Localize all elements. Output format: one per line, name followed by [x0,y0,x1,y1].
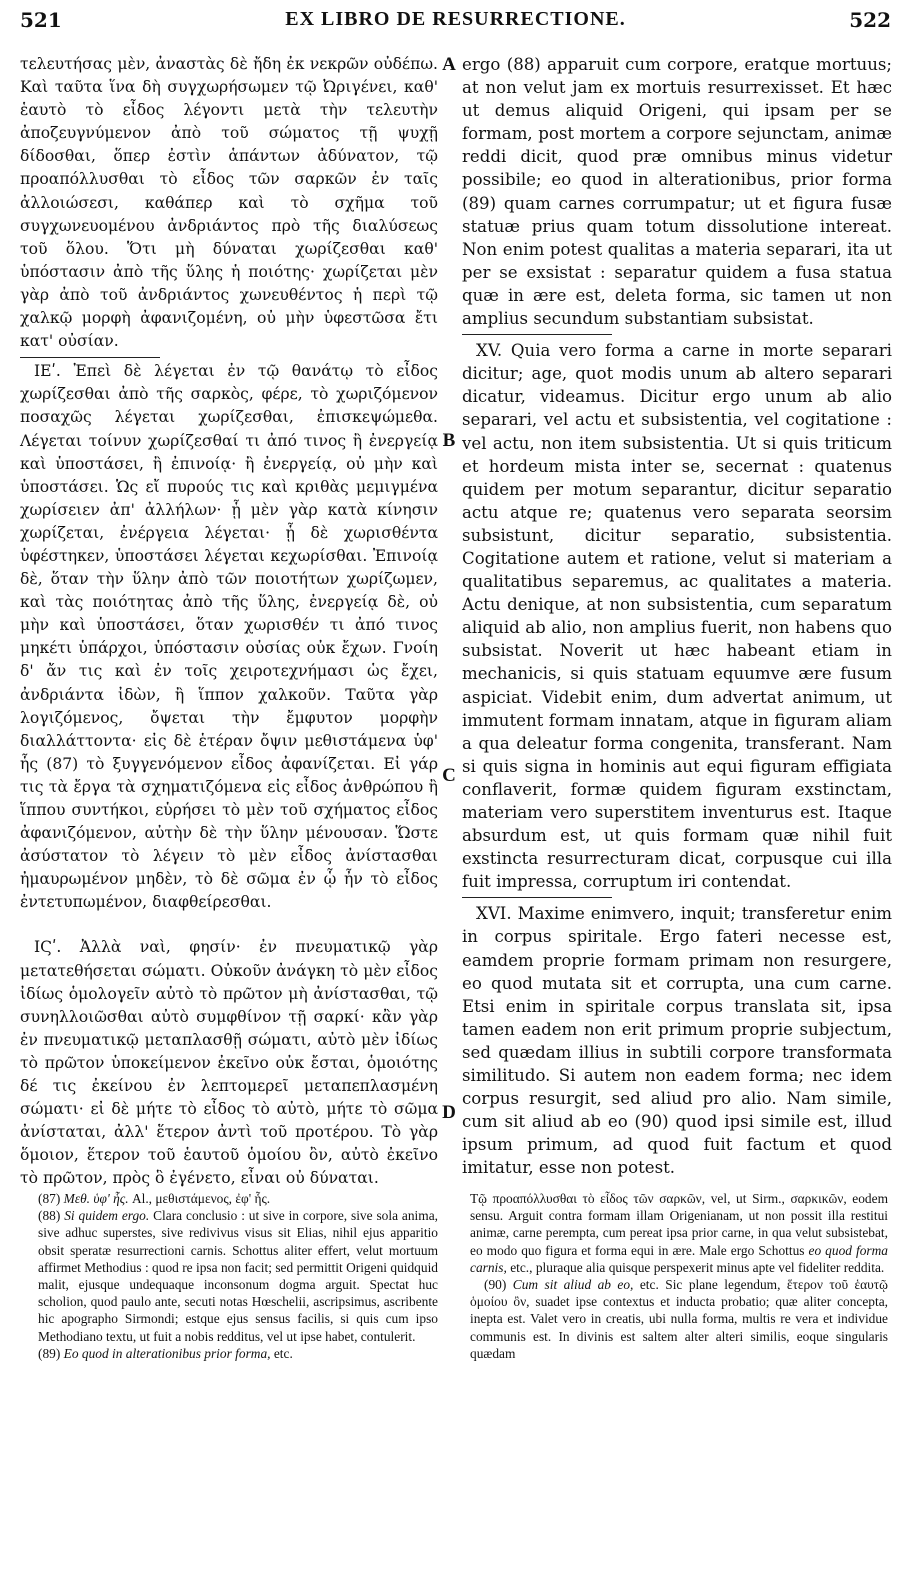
page-header [0,8,911,38]
footnotes-right [470,1190,888,1362]
footnote-89-text: etc. [273,1345,293,1361]
page-number-left: 521 [20,8,62,32]
footnote-89-continued-tail: etc., pluraque alia quisque perspexerit minus apte vel fideliter reddita. [510,1259,885,1275]
footnote-88-label: (88) [38,1208,61,1224]
margin-letter-c: C [442,765,456,786]
greek-paragraph-1: τελευτήσας μὲν, ἀναστὰς δὲ ἤδη ἐκ νεκρῶν οὐδέπω. Καὶ ταῦτα ἵνα δὴ συγχωρήσωμεν τῷ Ὠριγένει, καθ' ἑαυτὸ τὸ εἶδος λέγοντι μετὰ τὴν τελευτὴν ἀποζευγνύμενον ἀπὸ τοῦ σώματος τῇ ψυχῇ δίδοσθαι, ὅπερ ἐστὶν ἁπάντων ἀδύνατον, τῷ προαπόλλυσθαι τὸ εἶδος τῶν σαρκῶν ἐν ταῖς ἀλλοιώσεσι, καθάπερ καὶ τὸ σχῆμα τοῦ συγχωνευομένου ἀνδριάντος πρὸ τῆς διαλύσεως τοῦ ὅλου. Ὅτι μὴ δύναται χωρίζεσθαι καθ' ὑπόστασιν ἀπὸ τῆς ὕλης ἡ ποιότης· χωρίζεται μὲν γὰρ ἀπὸ τοῦ ἀνδριάντος χωνευθέντος ἡ περὶ τῷ χαλκῷ μορφὴ ἀφανιζομένη, οὐ μὴν ὑφεστῶσα ἔτι κατ' οὐσίαν. [20,55,438,351]
latin-column [462,53,892,1180]
footnote-89 [38,1345,438,1362]
footnote-89-continued [470,1190,888,1276]
greek-column [20,53,438,1191]
latin-paragraph-3: XVI. Maxime enimvero, inquit; transferetur enim in corpus spiritale. Ergo fateri necesse est, eamdem proprie formam primam non resurgere, eo quod mutata sit et corrupta, una cum carne. Etsi enim in spiritale corpus translata sit, ipsa tamen eadem non erit primum proprie subjectum, sed quædam illius in subtili corpore transformata similitudo. Si autem non eadem forma; nec idem corpus resurgit, sed aliud pro alio. Nam simile, cum sit aliud ab eo (90) quod ipsi simile est, illud ipsum primum, ad quod fuit factum et quod imitatur, esse non potest. [462,904,892,1178]
footnote-90-label: (90) [484,1277,507,1293]
latin-divider-2 [462,897,612,898]
footnote-89-lemma: Eo quod in alterationibus prior forma, [63,1345,271,1361]
footnote-89-continued-text: Τῷ προαπόλλυσθαι τὸ εἶδος τῶν σαρκῶν, vel, ut Sirm., σαρκικῶν, eodem sensu. Arguit contra formam illam Origenianam, ut non possit illa restitui animæ, carne perempta, cum pereat ipsa prior carne, in qua velut subsistebat, eo modo quo figura et forma equi in ære. Male ergo Schottus [470,1191,888,1258]
footnote-87-lemma: Μεθ. ὑφ' ἧς. [63,1191,129,1206]
footnote-90-text: etc. Sic plane legendum, ἕτερον τοῦ ἑαυτῷ ὁμοίου ὂν, suadet ipse contextus et inducta probatio; quæ aliter concepta, inepta est. Valet vero in creatis, ubi nulla forma, multis re vera et individue communis est. In divinis est saltem alter alteri similis, eoque singularis quædam [470,1277,888,1361]
footnote-90-lemma: Cum sit aliud ab eo, [512,1277,634,1293]
running-title: EX LIBRO DE RESURRECTIONE. [285,8,626,30]
footnote-87-text: Al., μεθιστάμενος, ἐφ' ἧς. [131,1191,271,1206]
latin-paragraph-2: XV. Quia vero forma a carne in morte separari dicitur; age, quot modis unum ab altero separari dicatur, videamus. Dicitur ergo unum ab alio separari, vel actu et subsistentia, vel cogitatione : vel actu, non item subsistentia. Ut si quis triticum et hordeum mista inter se, secernat : quatenus quidem per motum separantur, dicitur separatio actu atque re; quatenus vero separata seorsim subsistunt, dicitur separatio, subsistentia. Cogitatione autem et ratione, velut si materiam a qualitatibus separemus, ac qualitates a materia. Actu denique, at non subsistentia, cum separatum aliquid ab alio, non amplius fuerit, non habens quo subsistat. Noverit ut hæc habeant etiam in mechanicis, si quis statuam equumve ære fusum aspiciat. Videbit enim, dum advertat animum, ut immutent formam innatam, atque in figuram aliam a qua deleatur forma congenita, transferant. Nam si quis signa in hominis aut equi figuram effigiata conflaverit, formæ quidem figuram exstinctam, materiam vero superstitem inventurus est. Itaque absurdum est, ut quis formam quæ nihil fuit exstincta resurrecturam dicat, corpusque cui illa fuit impressa, corruptum iri contendat. [462,341,892,892]
greek-paragraph-3: ΙϚʹ. Ἀλλὰ ναὶ, φησίν· ἐν πνευματικῷ γὰρ μετατεθήσεται σώματι. Οὐκοῦν ἀνάγκη τὸ μὲν εἶδος ἰδίως ὁμολογεῖν αὐτὸ τὸ πρῶτον μὴ ἀνίστασθαι, τῷ συνηλλοιῶσθαι αὐτὸ συμφθίνον τῇ σαρκί· κἂν γὰρ ἐν πνευματικῷ μεταπλασθῇ σώματι, αὐτὸ μὲν ἰδίως τὸ πρῶτον ὑποκείμενον ἐκεῖνο οὐκ ἔσται, ὁμοιότης δέ τις ἐκείνου ἐν λεπτομερεῖ μεταπεπλασμένη σώματι· εἰ δὲ μήτε τὸ εἶδος τὸ αὐτὸ, μήτε τὸ σῶμα ἀνίσταται, ἀλλ' ἕτερον ἀντὶ τοῦ προτέρου. Τὸ γὰρ ὅμοιον, ἕτερον τοῦ ἑαυτοῦ ὁμοίου ὂν, αὐτὸ ἐκεῖνο τὸ πρῶτον, πρὸς ὃ ἐγένετο, εἶναι οὐ δύναται. [20,938,438,1188]
margin-letter-a: A [442,54,456,75]
footnote-88 [38,1207,438,1345]
latin-divider-1 [462,334,612,335]
greek-paragraph-2: ΙΕʹ. Ἐπεὶ δὲ λέγεται ἐν τῷ θανάτῳ τὸ εἶδος χωρίζεσθαι ἀπὸ τῆς σαρκὸς, φέρε, τὸ χωριζόμενον ποσαχῶς λέγεται χωρίζεσθαι, ἐπισκεψώμεθα. Λέγεται τοίνυν χωρίζεσθαί τι ἀπό τινος ἢ ἐνεργείᾳ καὶ ὑποστάσει, ἢ ἐπινοίᾳ· ἢ ἐνεργείᾳ, οὐ μὴν καὶ ὑποστάσει. Ὡς εἴ πυρούς τις καὶ κριθὰς μεμιγμένα χωρίσειεν ἀπ' ἀλλήλων· ᾗ μὲν γὰρ κατὰ κίνησιν χωρίζεται, ἐνέργεια λέγεται· ᾗ δὲ χωρισθέντα ὑφέστηκεν, ὑποστάσει λέγεται κεχωρίσθαι. Ἐπινοίᾳ δὲ, ὅταν τὴν ὕλην ἀπὸ τῶν ποιοτήτων χωρίζωμεν, καὶ τὰς ποιότητας ἀπὸ τῆς ὕλης, ἐνεργείᾳ δὲ, οὐ μὴν καὶ ὑποστάσει, ὅταν χωρισθέν τι ἀπό τινος μηκέτι ὑπάρχοι, ὑπόστασιν οὐσίας οὐκ ἔχων. Γνοίη δ' ἄν τις καὶ ἐν τοῖς χειροτεχνήμασι ὡς ἔχει, ἀνδριάντα ἰδὼν, ἢ ἵππον χαλκοῦν. Ταῦτα γὰρ λογιζόμενος, ὄψεται τὴν ἔμφυτον μορφὴν διαλλάττοντα· εἰς δὲ ἑτέραν ὄψιν μεθιστάμενα ὑφ' ἧς (87) τὸ ξυγγενόμενον εἶδος ἀφανίζεται. Εἰ γάρ τις τὰ ἔργα τὰ σχηματιζόμενα εἰς εἶδος ἀνθρώπου ἢ ἵππου συντήκοι, εὑρήσει τὸ μὲν τοῦ σχήματος εἶδος ἀφανιζόμενον, αὐτὴν δὲ τὴν ὕλην μένουσαν. Ὥστε ἀσύστατον τὸ λέγειν τὸ μὲν εἶδος ἀνίστασθαι ἠμαυρωμένον μηδὲν, τὸ δὲ σῶμα ἐν ᾧ ἦν τὸ εἶδος ἐντετυπωμένον, διαφθείρεσθαι. [20,362,438,912]
margin-letter-d: D [442,1102,456,1123]
footnote-87-label: (87) [38,1191,61,1206]
footnotes-left [38,1190,438,1362]
footnote-89-continued-lemma: eo quod forma carnis, [470,1242,888,1275]
latin-paragraph-1: ergo (88) apparuit cum corpore, eratque mortuus; at non velut jam ex mortuis resurrexisset. Et hæc ut demus aliquid Origeni, qui ipsam per se formam, post mortem a corpore sejunctam, animæ reddi dicit, quod præ omnibus minus videtur possibile; eo quod in alterationibus, prior forma (89) quam carnes corrumpatur; ut et figura fusæ statuæ prius quam totum dissolutione intereat. Non enim potest qualitas a materia separari, ita ut per se exsistat : separatur quidem a fusa statua quæ in ære est, deleta forma, sic tamen ut non amplius secundum substantiam subsistat. [462,55,892,329]
footnote-87 [38,1190,438,1207]
greek-divider-1 [20,357,160,358]
footnote-88-text: Clara conclusio : ut sive in corpore, sive sola anima, sive adhuc superstes, sive redivivus visus sit Elias, nihil ejus apparitio obsit speratæ resurrectioni carnis. Schottus aliter effert, velut mortuum affirmet Methodius : quod re ipsa non facit; sed permittit Origeni quidquid malit, ejusque undequaque inconsonum dogma arguit. Spectat huc scholion, quod paulo ante, secuti notas Hœschelii, ascripsimus, ascribente hic apographo Sirmondi; estque ejus sensus facilis, si quis cum ipso Methodiano textu, ut fuit a nobis redditus, vel ut ipse habet, contulerit. [38,1208,438,1344]
footnote-90 [470,1276,888,1362]
page-number-right: 522 [849,8,891,32]
margin-letter-b: B [442,430,456,451]
footnote-88-lemma: Si quidem ergo. [64,1208,150,1224]
footnote-89-label: (89) [38,1345,61,1361]
greek-spacer [20,914,438,936]
